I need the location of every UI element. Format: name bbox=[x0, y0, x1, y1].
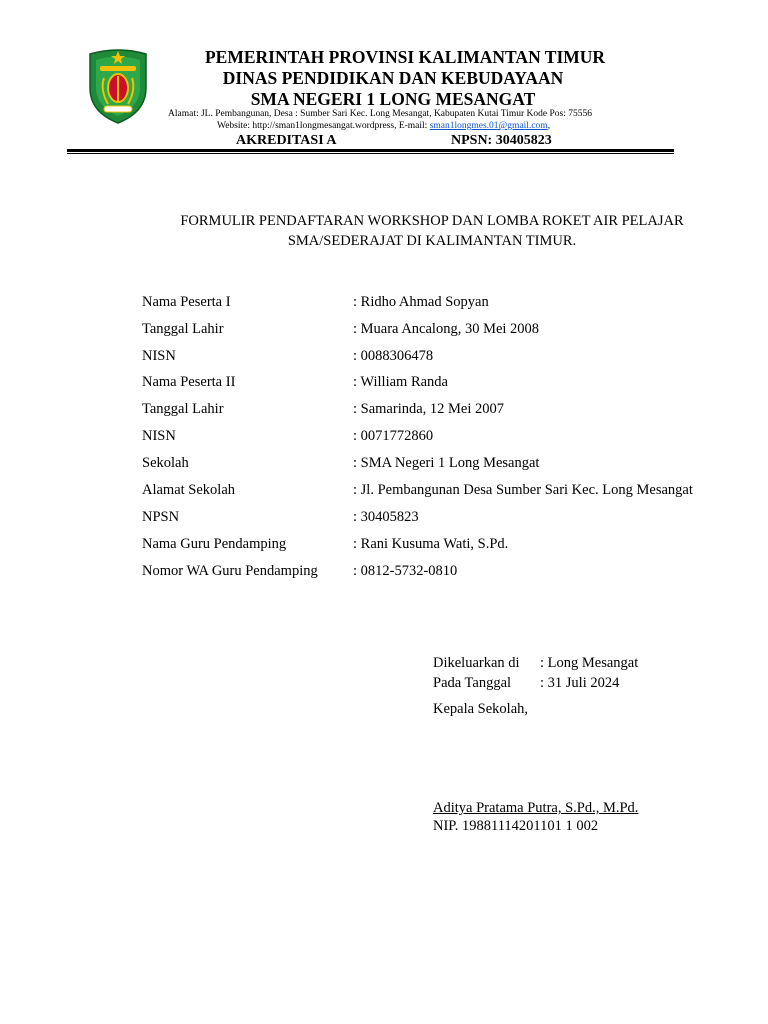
field-value: : William Randa bbox=[353, 374, 448, 390]
issued-place bbox=[433, 655, 638, 672]
akreditasi: AKREDITASI A bbox=[236, 133, 337, 148]
field-value: : Samarinda, 12 Mei 2007 bbox=[353, 401, 505, 417]
field-label: Nama Peserta II bbox=[142, 374, 236, 390]
issued-place-value: : Long Mesangat bbox=[540, 655, 639, 671]
field-label: Tanggal Lahir bbox=[142, 401, 224, 417]
form-title-line-2: SMA/SEDERAJAT DI KALIMANTAN TIMUR. bbox=[287, 233, 577, 249]
email-link[interactable]: sman1longmes.01@gmail.com bbox=[429, 121, 548, 131]
field-label: NISN bbox=[142, 428, 176, 444]
field-label: Nomor WA Guru Pendamping bbox=[142, 563, 318, 579]
field-label: Tanggal Lahir bbox=[142, 321, 224, 337]
field-value: : Muara Ancalong, 30 Mei 2008 bbox=[353, 321, 540, 337]
field-value: : 0088306478 bbox=[353, 348, 434, 364]
issued-date-value: : 31 Juli 2024 bbox=[540, 675, 620, 691]
field-label: NISN bbox=[142, 348, 176, 364]
field-value: : 0812-5732-0810 bbox=[353, 563, 458, 579]
email-suffix: , bbox=[547, 121, 551, 131]
header-line-3: SMA NEGERI 1 LONG MESANGAT bbox=[250, 89, 536, 109]
signer-nip: NIP. 19881114201101 1 002 bbox=[433, 818, 599, 834]
issued-date-label: Pada Tanggal bbox=[433, 675, 512, 691]
field-label: Nama Guru Pendamping bbox=[142, 536, 287, 552]
header-line-2: DINAS PENDIDIKAN DAN KEBUDAYAAN bbox=[222, 68, 564, 88]
field-label: Sekolah bbox=[142, 455, 189, 471]
field-value: : 0071772860 bbox=[353, 428, 434, 444]
header-divider-thin bbox=[67, 153, 674, 154]
signer-name: Aditya Pratama Putra, S.Pd., M.Pd. bbox=[433, 800, 639, 816]
header-line-1: PEMERINTAH PROVINSI KALIMANTAN TIMUR bbox=[204, 47, 606, 67]
field-value: : 30405823 bbox=[353, 509, 419, 525]
field-value: : Jl. Pembangunan Desa Sumber Sari Kec. Long Mesangat bbox=[353, 482, 693, 498]
field-value: : Rani Kusuma Wati, S.Pd. bbox=[353, 536, 509, 552]
field-label: NPSN bbox=[142, 509, 180, 525]
field-label: Nama Peserta I bbox=[142, 294, 231, 310]
issued-date bbox=[433, 675, 619, 692]
header-website bbox=[217, 121, 550, 131]
header-address: Alamat: JL. Pembangunan, Desa : Sumber Sari Kec. Long Mesangat, Kabupaten Kutai Timur Kode Pos: 75556 bbox=[168, 109, 593, 119]
field-value: : Ridho Ahmad Sopyan bbox=[353, 294, 489, 310]
issued-place-label: Dikeluarkan di bbox=[433, 655, 520, 671]
field-label: Alamat Sekolah bbox=[142, 482, 236, 498]
header-divider bbox=[67, 149, 674, 152]
signer-role: Kepala Sekolah, bbox=[433, 701, 529, 717]
field-value: : SMA Negeri 1 Long Mesangat bbox=[353, 455, 540, 471]
website-text: Website: http://sman1longmesangat.wordpress, E-mail: bbox=[217, 121, 430, 131]
header-npsn: NPSN: 30405823 bbox=[451, 133, 552, 148]
form-title-line-1: FORMULIR PENDAFTARAN WORKSHOP DAN LOMBA ROKET AIR PELAJAR bbox=[180, 213, 684, 229]
